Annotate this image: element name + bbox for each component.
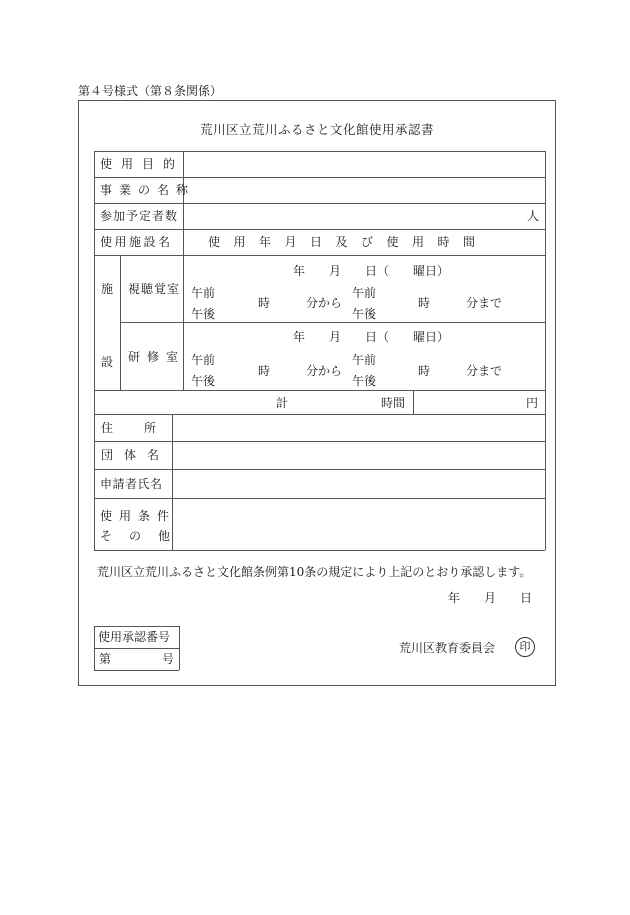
participants-unit: 人 [527,209,540,223]
pm-label: 午後 [352,374,377,388]
approval-number-label: 使用承認番号 [98,630,171,644]
table-line [94,255,545,256]
date-line: 年 月 日（ 曜日） [293,330,450,344]
table-line [94,414,545,415]
table-line [120,255,121,390]
am-label: 午前 [191,286,216,300]
approval-date: 年 月 日 [448,591,533,605]
table-line [94,498,545,499]
table-line [94,469,545,470]
total-hours-unit: 時間 [381,396,406,410]
pm-label: 午後 [191,374,216,388]
pm-label: 午後 [191,307,216,321]
datetime-header: 使用年月日及び使用時間 [208,235,489,249]
address-label: 住所 [101,421,188,435]
from-label: 分から [306,296,343,310]
table-line [413,390,414,414]
table-line [94,670,179,671]
document-title: 荒川区立荒川ふるさと文化館使用承認書 [199,122,434,137]
total-label: 計 [276,396,289,410]
room-name: 視聴覚室 [128,282,181,296]
table-line [94,151,545,152]
table-line [94,550,545,551]
conditions-label: 使用条件 [100,509,177,523]
form-number: 第４号様式（第８条関係） [78,84,223,98]
from-label: 分から [306,364,343,378]
table-line [94,229,545,230]
business-name-label: 事業の名称 [100,183,196,197]
hour-label: 時 [418,296,431,310]
approval-statement: 荒川区立荒川ふるさと文化館条例第10条の規定により上記のとおり承認します。 [97,565,532,579]
table-line [94,626,95,670]
participants-label: 参加予定者数 [100,209,179,223]
room-name: 研修室 [128,350,186,364]
table-line [94,203,545,204]
facility-side-label-bottom: 設 [101,355,114,369]
facility-label: 使用施設名 [100,235,173,249]
table-line [545,151,546,550]
issuer-name: 荒川区教育委員会 [399,641,496,655]
facility-side-label-top: 施 [101,282,114,296]
am-label: 午前 [191,353,216,367]
until-label: 分まで [466,364,503,378]
approval-number-prefix: 第 [99,652,112,666]
applicant-name-label: 申請者氏名 [100,477,163,491]
table-line [94,177,545,178]
am-label: 午前 [352,286,377,300]
table-line [94,390,545,391]
table-line [94,151,95,550]
approval-number-suffix: 号 [162,652,175,666]
other-label: その他 [100,529,188,543]
until-label: 分まで [466,296,503,310]
group-name-label: 団体名 [101,448,171,462]
pm-label: 午後 [352,307,377,321]
table-line [94,626,179,627]
table-line [179,626,180,670]
hour-label: 時 [258,364,271,378]
purpose-label: 使用目的 [100,157,185,171]
hour-label: 時 [258,296,271,310]
am-label: 午前 [352,353,377,367]
total-yen-unit: 円 [526,396,539,410]
hour-label: 時 [418,364,431,378]
table-line [94,648,179,649]
seal-stamp: 印 [515,637,535,657]
table-line [94,441,545,442]
date-line: 年 月 日（ 曜日） [293,264,450,278]
